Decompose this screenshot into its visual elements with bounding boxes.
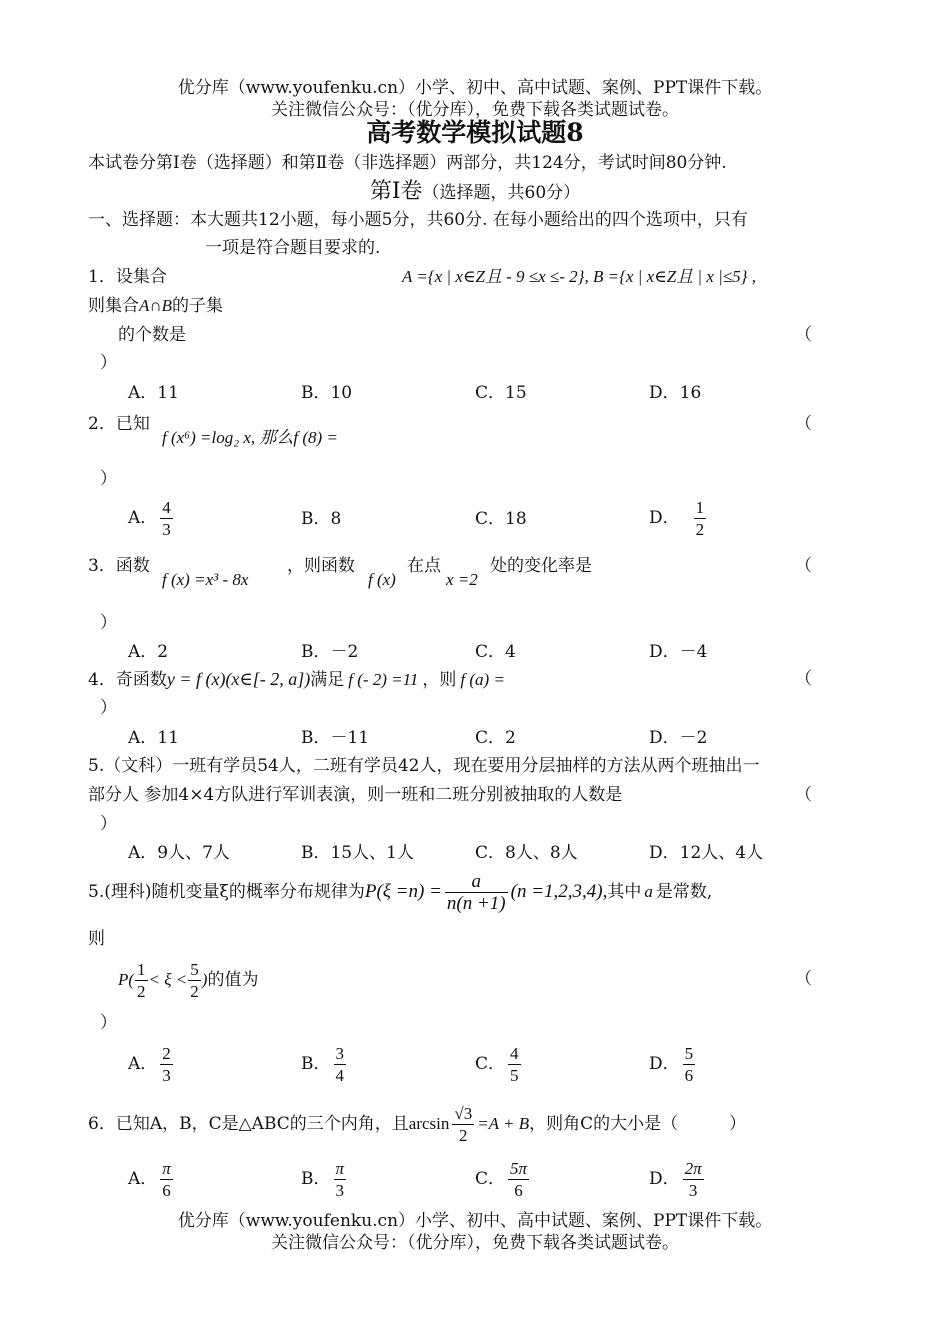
footer-line-2: 关注微信公众号：（优分库），免费下载各类试题试卷。 [271,1233,679,1253]
q6-fraction-den: 2 [459,1126,468,1145]
q5l-text-3: 的值为 [207,970,259,990]
footer-line-1: 优分库（www.youfenku.cn）小学、初中、高中试题、案例、PPT课件下载。 [177,1211,773,1231]
q5l-option-c-num: 4 [510,1044,519,1063]
q4-formula-1: y = f (x)(x∈[- 2, a]) [166,669,311,689]
q5l-option-a-den: 3 [162,1066,171,1085]
q5l-fraction-num: a [445,871,508,893]
q5l-fraction-den: n(n +1) [446,893,506,914]
q1-formula: A ={x | x∈Z且 - 9 ≤x ≤- 2}, B ={x | x∈Z且 | x |≤5} , [402,267,756,286]
q5l-option-b [301,1043,349,1086]
q1-option-a: A．11 [128,383,179,403]
q2-formula: f (x⁶) =log₂ x, 那么f (8) = [162,428,338,447]
q6-option-a-label: A． [128,1169,158,1189]
instruction-line-2: 一项是符合题目要求的. [205,238,381,258]
q5w-option-d: D．12人、4人 [649,843,764,863]
q4-paren-open: （ [795,669,812,689]
exam-intro: 本试卷分第Ⅰ卷（选择题）和第Ⅱ卷（非选择题）两部分，共124分，考试时间80分钟. [88,153,727,173]
q5l-text-1: 其中 [607,882,642,902]
q6-option-d-den: 3 [688,1181,698,1200]
q5w-option-a: A．9人、7人 [128,843,230,863]
q5l-prob-frac-2 [188,959,201,1002]
q2-option-c: C．18 [475,509,527,529]
q5l-option-b-num: 3 [335,1044,344,1063]
q6-formula-a: arcsin [408,1114,450,1133]
q6-option-b-num: π [335,1159,345,1178]
q5l-option-d-den: 6 [684,1066,694,1085]
q5l-formula-const: a [644,882,653,901]
q1-option-b: B．10 [301,383,353,403]
q2-option-d [649,497,709,540]
q5w-paren-open: （ [795,785,812,805]
q6-option-c-num: 5π [510,1159,528,1178]
q5l-option-c [475,1043,524,1086]
q5l-option-d-fraction [683,1043,696,1086]
q5w-option-c: C．8人、8人 [475,843,578,863]
q2-option-a-den: 3 [162,520,171,539]
q1-paren-open: （ [795,325,812,345]
section-title [0,179,950,206]
q6-formula-b: =A + B [477,1114,530,1133]
q6-option-d-label: D． [649,1169,680,1189]
q5l-line-1 [88,868,712,916]
q1-line2-formula: A∩B [139,296,173,315]
q2-option-d-label: D． [649,508,680,528]
header-line-1: 优分库（www.youfenku.cn）小学、初中、高中试题、案例、PPT课件下载。 [177,78,773,98]
q3-text-3: 处的变化率是 [490,556,592,576]
q5l-option-b-label: B． [301,1054,331,1074]
q4-text-2: ，则 [422,670,457,690]
q2-option-b: B．8 [301,509,342,529]
q6-option-c [475,1158,532,1201]
q5l-option-d [649,1043,698,1086]
q4-option-b: B．－11 [301,728,370,748]
q3-text-2: 在点 [407,556,441,576]
q6-stem: 6．已知A，B，C是△ABC的三个内角，且 [88,1114,409,1134]
q5l-option-a-num: 2 [162,1044,171,1063]
q5l-prob-frac-1-num: 1 [137,960,146,979]
q2-option-d-den: 2 [695,520,705,539]
q6-option-b-den: 3 [335,1181,345,1200]
q3-option-b: B．－2 [301,642,359,662]
q6-option-c-fraction [508,1158,529,1201]
q2-option-d-num: 1 [695,498,705,517]
q4-formula-2: f (- 2) =11 [348,670,419,689]
q4-stem-text: 4．奇函数 [88,670,167,690]
q3-paren-open: （ [795,556,812,576]
q2-stem: 2．已知 [88,414,150,434]
q6-option-a-num: π [162,1159,171,1178]
q6-option-b-fraction [334,1158,347,1201]
q3-option-a: A．2 [128,642,169,662]
q5l-option-a-label: A． [128,1054,158,1074]
q3-formula-2: f (x) [368,570,396,589]
q6-fraction-num: √3 [454,1104,473,1123]
q5l-formula-b: (n =1,2,3,4), [510,881,608,902]
q5l-prob-frac-1 [135,959,148,1002]
q6-option-a [128,1158,176,1201]
q4-option-a: A．11 [128,728,179,748]
q1-line3: 的个数是 [118,325,186,345]
q1-paren-close: ） [100,353,117,373]
q1-line2-text-a: 则集合 [88,296,139,316]
q6-option-d-fraction [683,1158,704,1201]
q4-text-1: 满足 [310,670,345,690]
q5l-prob-open: P( [118,970,135,989]
q4-option-d: D．－2 [649,728,708,748]
q5l-prob-frac-1-den: 2 [137,982,146,1001]
q5l-option-b-den: 4 [335,1066,344,1085]
q5w-line-2: 部分人 参加4×4方队进行军训表演，则一班和二班分别被抽取的人数是 [88,785,623,805]
q6-option-c-den: 6 [514,1181,523,1200]
q5l-option-d-label: D． [649,1054,680,1074]
q3-stem: 3．函数 [88,556,150,576]
q5l-option-d-num: 5 [684,1044,694,1063]
q5l-option-c-label: C． [475,1054,506,1074]
q3-text-1: ，则函数 [287,556,355,576]
q5l-prob-frac-2-num: 5 [190,960,199,979]
q5l-formula-a: P(ξ =n) = [364,881,442,902]
q1-stem: 1．设集合 [88,267,167,287]
q3-paren-close: ） [100,613,117,633]
q5l-stem: 5.(理科)随机变量ξ的概率分布规律为 [88,882,365,902]
page-title: 高考数学模拟试题8 [366,118,584,147]
q4-paren-close: ） [100,698,117,718]
q5l-option-a [128,1043,176,1086]
q5l-paren-close: ） [100,1013,117,1033]
q5l-option-a-fraction [160,1043,173,1086]
q3-formula-3: x =2 [446,570,478,589]
q4-option-c: C．2 [475,728,516,748]
section-title-main: 第Ⅰ卷 [369,179,423,204]
q5l-prob-frac-2-den: 2 [190,982,199,1001]
q5l-line-2: 则 [88,929,105,949]
q1-option-d: D．16 [649,383,702,403]
q5l-option-c-fraction [508,1043,521,1086]
q2-option-a [128,497,176,540]
q4-formula-3: f (a) = [460,670,505,689]
instruction-line-1: 一、选择题：本大题共12小题，每小题5分，共60分. 在每小题给出的四个选项中，只有 [88,210,748,230]
header-line-2: 关注微信公众号：（优分库），免费下载各类试题试卷。 [271,100,679,120]
q1-line2-text-b: 的子集 [172,296,224,316]
q4-stem [88,668,505,691]
q5l-paren-open: （ [795,969,812,989]
q5l-text-2: 是常数, [655,882,713,902]
q6-option-b [301,1158,349,1201]
q5l-line-3 [118,956,258,1004]
q1-option-c: C．15 [475,383,527,403]
q3-option-c: C．4 [475,642,516,662]
q5l-prob-close: ) [201,970,208,989]
q2-option-a-label: A． [128,508,158,528]
q6-line [88,1100,746,1148]
q2-option-d-fraction [694,497,707,540]
q6-option-c-label: C． [475,1169,506,1189]
section-title-sub: （选择题，共60分） [422,183,581,203]
q5l-option-b-fraction [334,1043,347,1086]
q6-tail: ，则角C的大小是（ ） [529,1114,747,1134]
q2-option-a-fraction [160,497,173,540]
q6-option-d [649,1158,707,1201]
q2-option-a-num: 4 [162,498,171,517]
q3-option-d: D．－4 [649,642,708,662]
q6-option-b-label: B． [301,1169,331,1189]
q6-option-a-den: 6 [162,1181,171,1200]
q5l-option-c-den: 5 [510,1066,519,1085]
q5l-fraction [445,871,508,914]
q5w-paren-close: ） [100,814,117,834]
q5w-option-b: B．15人、1人 [301,843,414,863]
q6-fraction [452,1103,474,1146]
q6-option-d-num: 2π [684,1159,702,1178]
q3-formula-1: f (x) =x³ - 8x [162,570,249,589]
q2-paren-close: ） [100,469,117,489]
q6-option-a-fraction [160,1158,173,1201]
q5l-prob-mid: < ξ < [148,970,188,989]
q2-paren-open: （ [795,414,812,434]
q5w-line-1: 5.（文科）一班有学员54人，二班有学员42人，现在要用分层抽样的方法从两个班抽出一 [88,756,760,776]
q1-line2 [88,295,223,317]
